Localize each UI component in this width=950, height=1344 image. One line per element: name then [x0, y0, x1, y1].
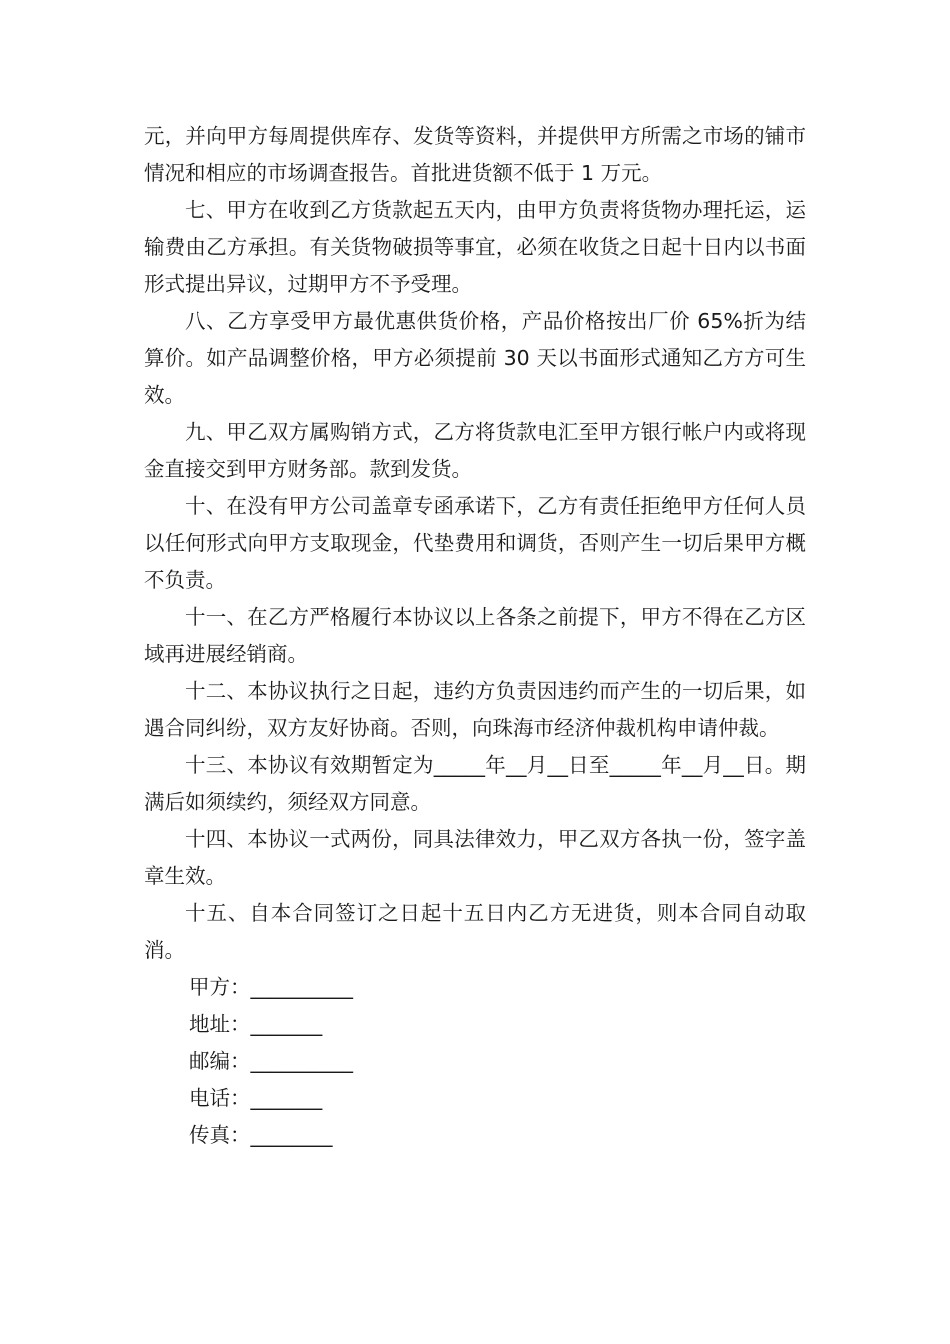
clause-8: 八、乙方享受甲方最优惠供货价格，产品价格按出厂价 65%折为结算价。如产品调整价格，甲方必须提前 30 天以书面形式通知乙方方可生效。 — [144, 309, 806, 407]
signature-address: 地址：_______ — [189, 1012, 323, 1036]
document-body — [144, 118, 806, 1154]
signature-fax: 传真：________ — [189, 1123, 333, 1147]
paragraph-continuation: 元，并向甲方每周提供库存、发货等资料，并提供甲方所需之市场的铺市情况和相应的市场调查报告。首批进货额不低于 1 万元。 — [144, 124, 806, 185]
clause-10: 十、在没有甲方公司盖章专函承诺下，乙方有责任拒绝甲方任何人员以任何形式向甲方支取现金，代垫费用和调货，否则产生一切后果甲方概不负责。 — [144, 494, 806, 592]
signature-phone: 电话：_______ — [189, 1086, 323, 1110]
clause-12: 十二、本协议执行之日起，违约方负责因违约而产生的一切后果，如遇合同纠纷，双方友好协商。否则，向珠海市经济仲裁机构申请仲裁。 — [144, 679, 806, 740]
clause-9: 九、甲乙双方属购销方式，乙方将货款电汇至甲方银行帐户内或将现金直接交到甲方财务部。款到发货。 — [144, 420, 806, 481]
signature-postcode: 邮编：__________ — [189, 1049, 353, 1073]
clause-11: 十一、在乙方严格履行本协议以上各条之前提下，甲方不得在乙方区域再进展经销商。 — [144, 605, 806, 666]
clause-7: 七、甲方在收到乙方货款起五天内，由甲方负责将货物办理托运，运输费由乙方承担。有关货物破损等事宜，必须在收货之日起十日内以书面形式提出异议，过期甲方不予受理。 — [144, 198, 806, 296]
clause-14: 十四、本协议一式两份，同具法律效力，甲乙双方各执一份，签字盖章生效。 — [144, 827, 806, 888]
clause-15: 十五、自本合同签订之日起十五日内乙方无进货，则本合同自动取消。 — [144, 901, 806, 962]
clause-13: 十三、本协议有效期暂定为_____年__月__日至_____年__月__日。期满后如须续约，须经双方同意。 — [144, 753, 806, 814]
signature-block — [144, 969, 806, 1154]
signature-party-a: 甲方：__________ — [189, 975, 353, 999]
